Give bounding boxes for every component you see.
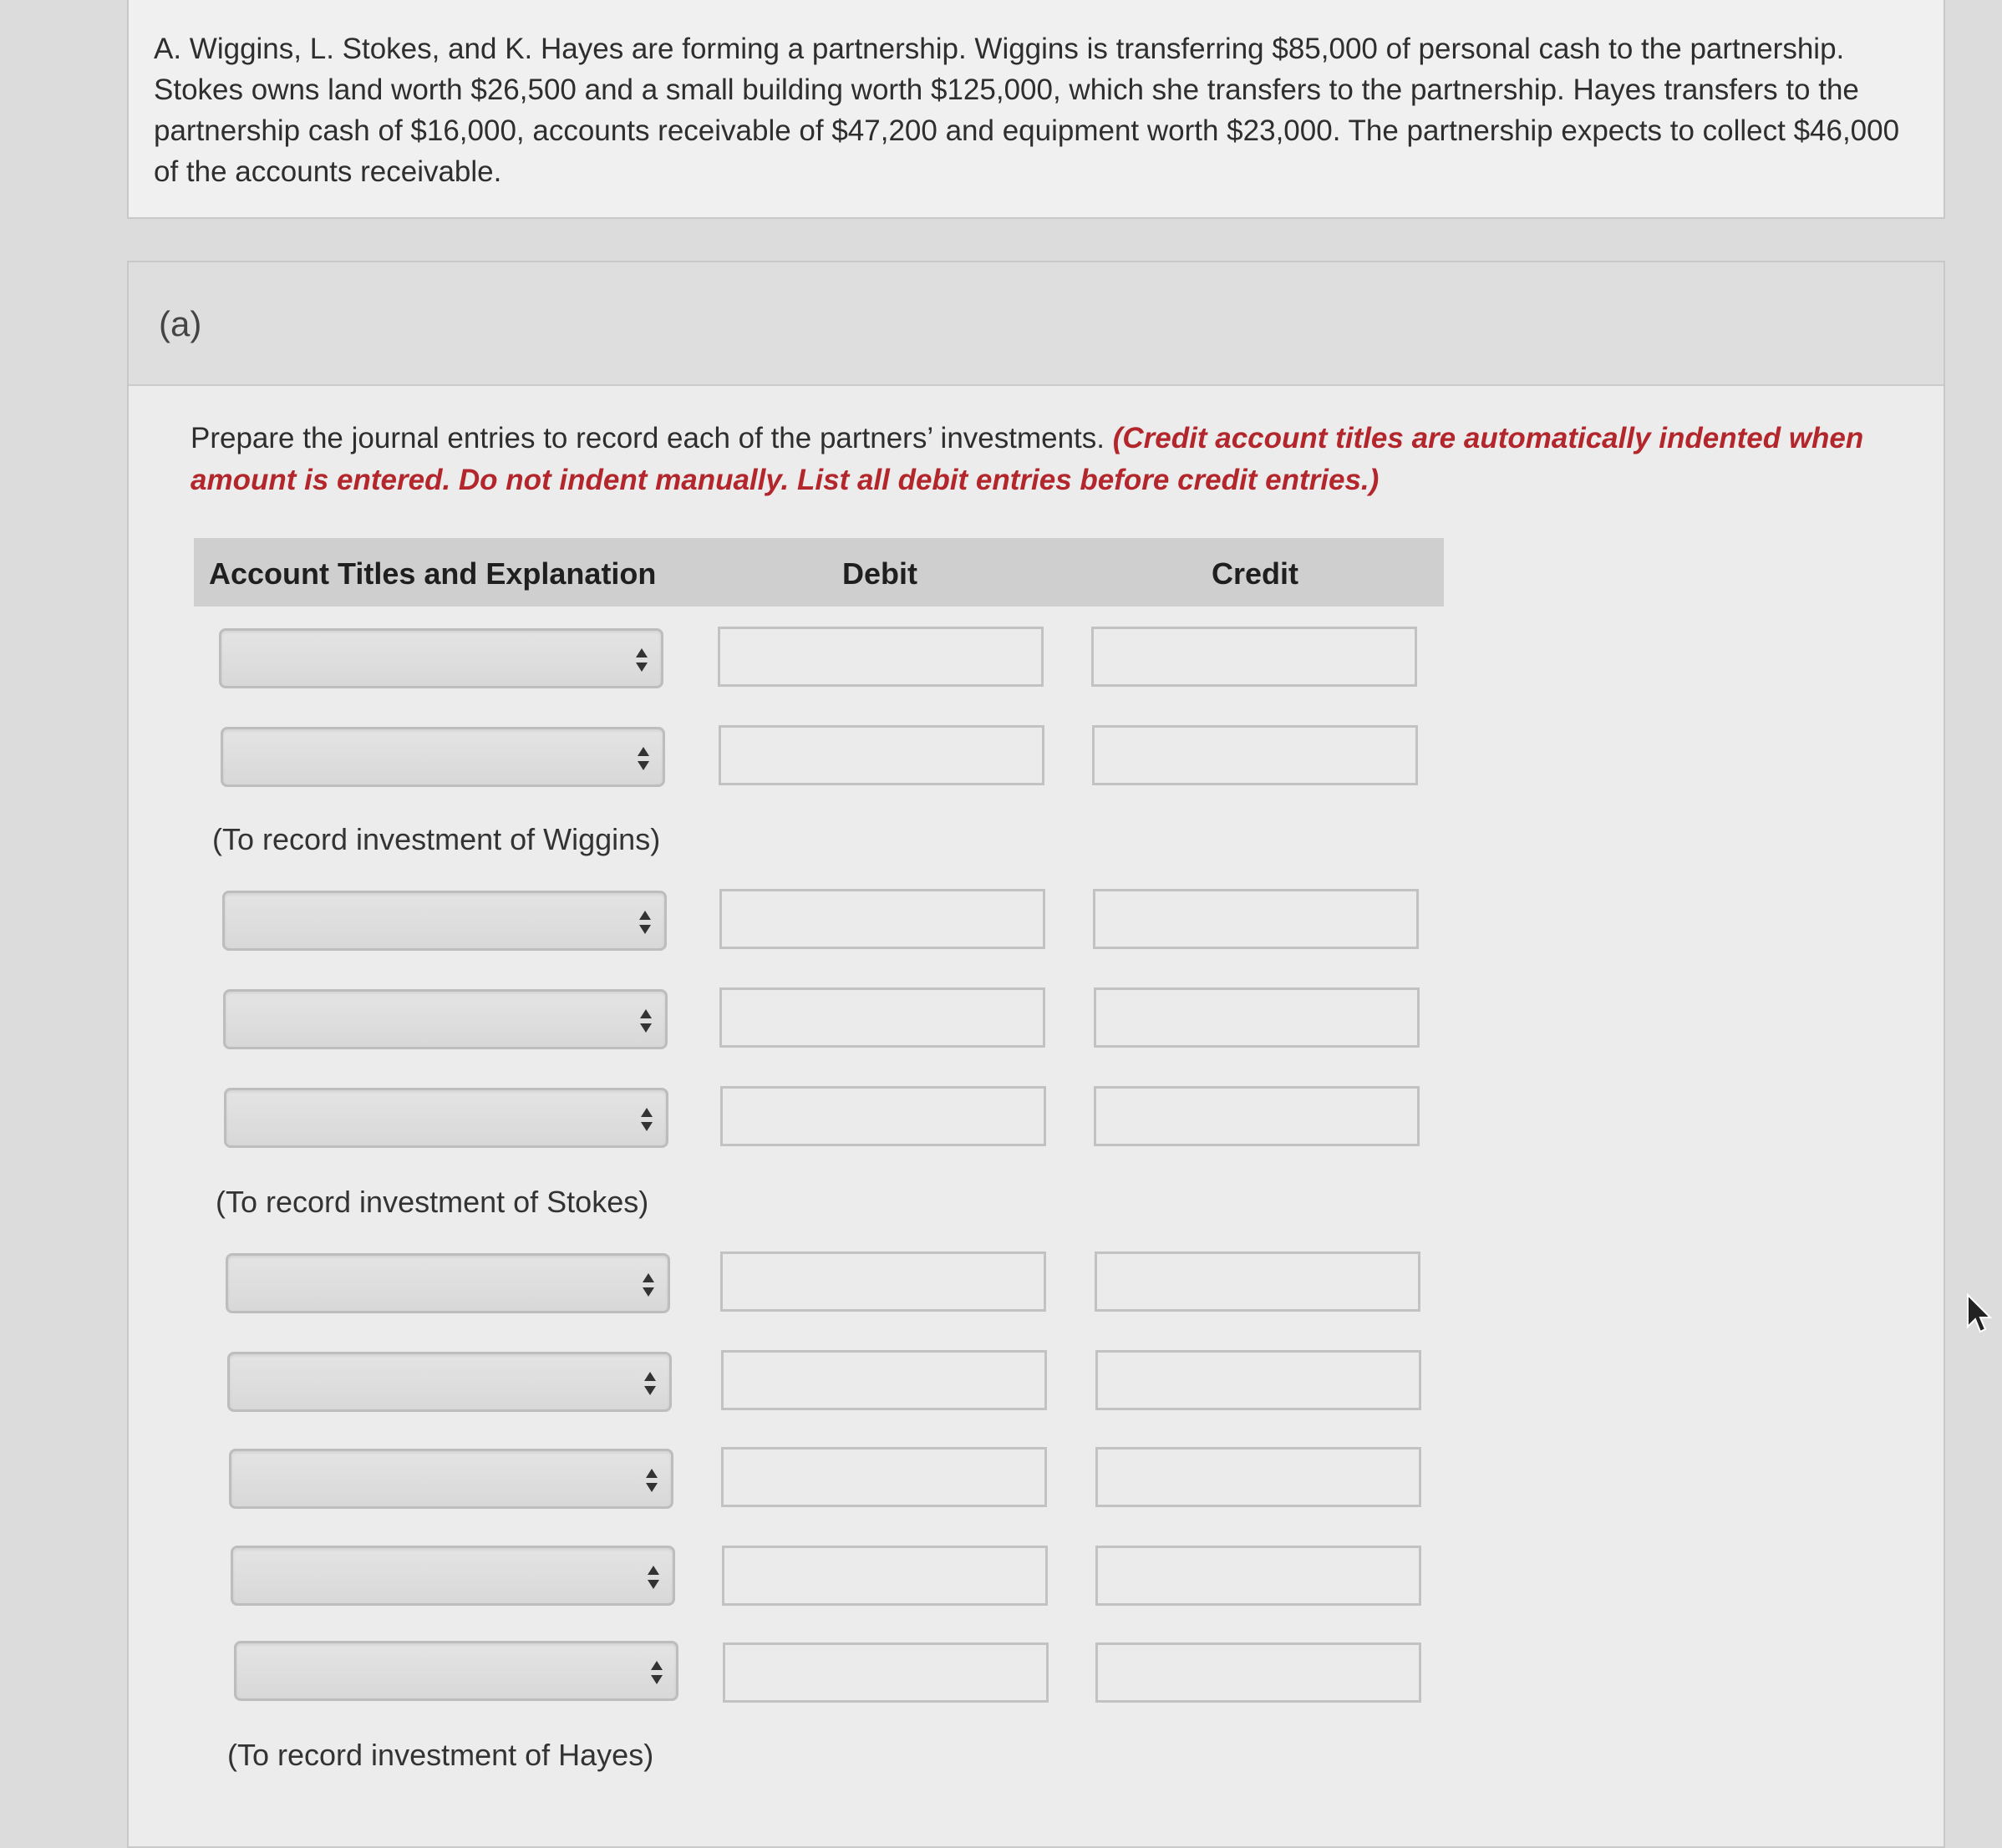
credit-input-9[interactable]: [1095, 1546, 1421, 1606]
select-arrows-icon: [634, 646, 649, 674]
select-arrows-icon: [649, 1658, 664, 1687]
account-select-2[interactable]: [221, 727, 665, 787]
select-arrows-icon: [643, 1369, 658, 1398]
instructions: [191, 418, 1945, 501]
header-account-titles: Account Titles and Explanation: [209, 556, 657, 591]
header-debit: Debit: [842, 556, 917, 591]
instruction-note: (Credit account titles are automatically indented when amount is entered. Do not indent manually. List all debit entries before credit entries.): [191, 422, 1864, 496]
part-label: (a): [159, 304, 202, 343]
instruction-text: Prepare the journal entries to record each of the partners’ investments.: [191, 422, 1105, 454]
part-header: [129, 262, 1944, 386]
debit-input-2[interactable]: [719, 725, 1044, 785]
debit-input-7[interactable]: [721, 1350, 1047, 1410]
debit-input-5[interactable]: [720, 1086, 1046, 1146]
credit-input-10[interactable]: [1095, 1642, 1421, 1703]
credit-input-4[interactable]: [1094, 987, 1420, 1048]
journal-table-header: [194, 538, 1444, 607]
debit-input-4[interactable]: [719, 987, 1045, 1048]
mouse-cursor-icon: [1965, 1293, 1994, 1337]
account-select-6[interactable]: [226, 1253, 670, 1313]
select-arrows-icon: [638, 1007, 653, 1035]
select-arrows-icon: [636, 744, 651, 773]
explanation-wiggins: (To record investment of Wiggins): [212, 822, 661, 856]
credit-input-8[interactable]: [1095, 1447, 1421, 1507]
credit-input-2[interactable]: [1092, 725, 1418, 785]
debit-input-9[interactable]: [722, 1546, 1048, 1606]
header-credit: Credit: [1212, 556, 1299, 591]
debit-input-3[interactable]: [719, 889, 1045, 949]
account-select-1[interactable]: [219, 628, 663, 688]
credit-input-1[interactable]: [1091, 627, 1417, 687]
credit-input-5[interactable]: [1094, 1086, 1420, 1146]
debit-input-6[interactable]: [720, 1251, 1046, 1312]
select-arrows-icon: [644, 1466, 659, 1495]
problem-text: A. Wiggins, L. Stokes, and K. Hayes are forming a partnership. Wiggins is transferring $85,000 of personal cash to the partnership. Stokes owns land worth $26,500 and a small building worth $125,000, which she transfers to the partnership. Hayes transfers to the partnership cash of $16,000, accounts receivable of $47,200 and equipment worth $23,000. The partnership expects to collect $46,000 of the accounts receivable.: [154, 33, 1900, 188]
credit-input-6[interactable]: [1095, 1251, 1420, 1312]
select-arrows-icon: [638, 908, 653, 937]
account-select-4[interactable]: [223, 989, 668, 1049]
debit-input-1[interactable]: [718, 627, 1044, 687]
explanation-stokes: (To record investment of Stokes): [216, 1185, 649, 1219]
credit-input-7[interactable]: [1095, 1350, 1421, 1410]
problem-statement-box: [127, 0, 1945, 219]
account-select-8[interactable]: [229, 1449, 673, 1509]
account-select-7[interactable]: [227, 1352, 672, 1412]
select-arrows-icon: [639, 1105, 654, 1134]
debit-input-10[interactable]: [723, 1642, 1049, 1703]
account-select-5[interactable]: [224, 1088, 668, 1148]
account-select-3[interactable]: [222, 891, 667, 951]
select-arrows-icon: [646, 1563, 661, 1592]
credit-input-3[interactable]: [1093, 889, 1419, 949]
select-arrows-icon: [641, 1271, 656, 1299]
explanation-hayes: (To record investment of Hayes): [227, 1738, 654, 1772]
part-a-panel: [127, 261, 1945, 1848]
account-select-10[interactable]: [234, 1641, 678, 1701]
account-select-9[interactable]: [231, 1546, 675, 1606]
debit-input-8[interactable]: [721, 1447, 1047, 1507]
